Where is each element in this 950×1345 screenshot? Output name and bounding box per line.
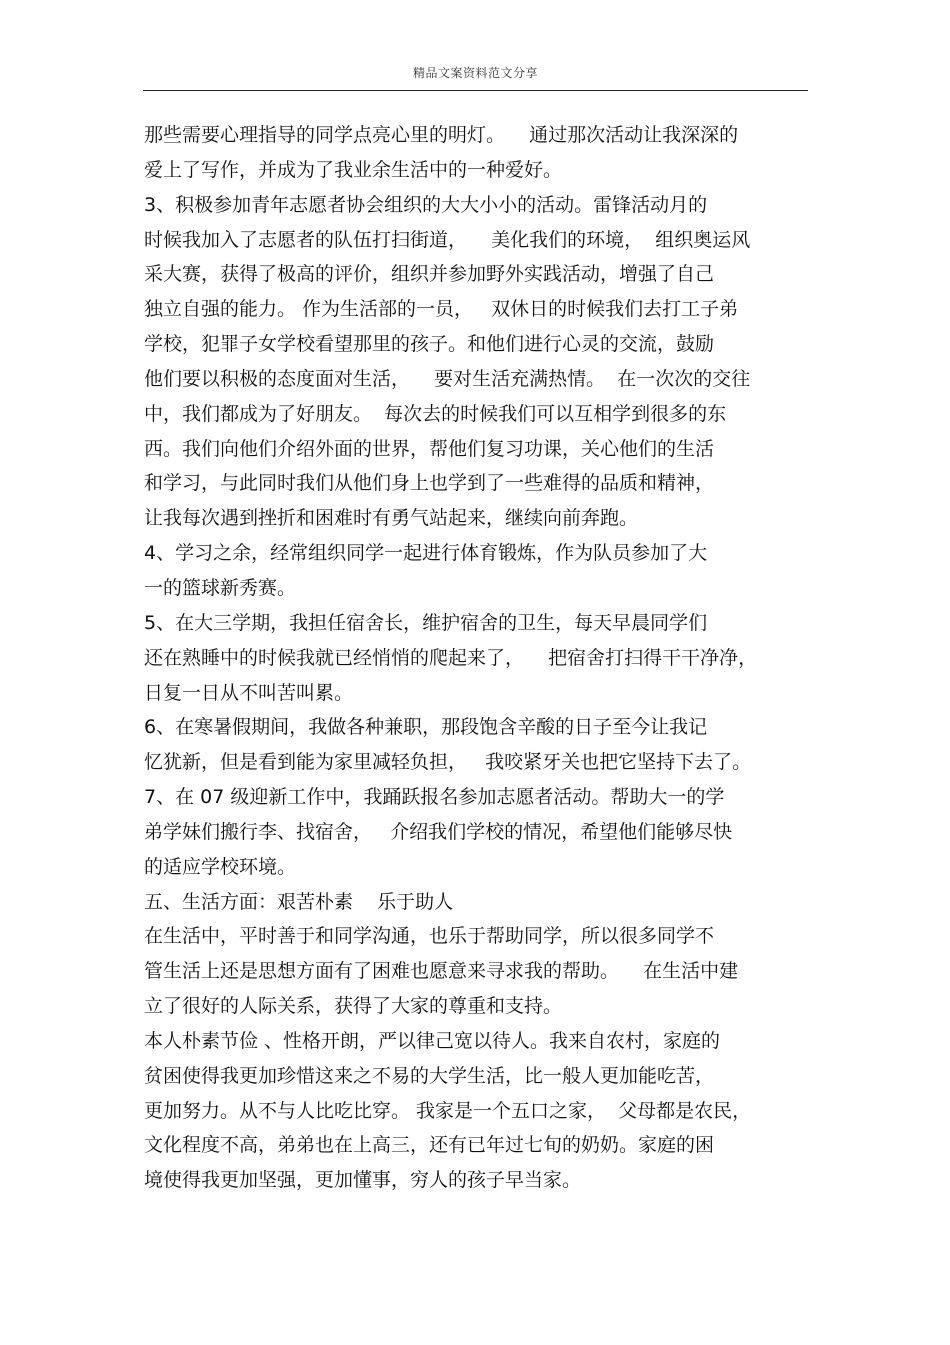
text-line: 他们要以积极的态度面对生活， 要对生活充满热情。 在一次次的交往 (144, 367, 751, 390)
text-line: 文化程度不高，弟弟也在上高三，还有已年过七旬的奶奶。家庭的困 (144, 1134, 715, 1157)
text-line: 中，我们都成为了好朋友。 每次去的时候我们可以互相学到很多的东 (144, 402, 727, 425)
text-line: 的适应学校环境。 (144, 855, 297, 878)
header-divider (143, 90, 808, 91)
text-line: 本人朴素节俭 、性格开朗，严以律己宽以待人。我来自农村，家庭的 (144, 1029, 721, 1052)
text-line: 采大赛，获得了极高的评价，组织并参加野外实践活动，增强了自己 (144, 263, 715, 286)
text-line: 5、在大三学期，我担任宿舍长，维护宿舍的卫生，每天早晨同学们 (144, 611, 708, 634)
text-line: 时候我加入了志愿者的队伍打扫街道， 美化我们的环境， 组织奥运风 (144, 228, 751, 251)
section-heading: 五、生活方面：艰苦朴素 乐于助人 (144, 890, 454, 913)
text-line: 7、在 07 级迎新工作中，我踊跃报名参加志愿者活动。帮助大一的学 (144, 786, 725, 809)
text-line: 学校，犯罪子女学校看望那里的孩子。和他们进行心灵的交流，鼓励 (144, 333, 715, 356)
text-line: 还在熟睡中的时候我就已经悄悄的爬起来了， 把宿舍打扫得干干净净， (144, 646, 758, 669)
text-line: 那些需要心理指导的同学点亮心里的明灯。 通过那次活动让我深深的 (144, 124, 739, 146)
text-line: 日复一日从不叫苦叫累。 (144, 681, 354, 704)
text-line: 让我每次遇到挫折和困难时有勇气站起来，继续向前奔跑。 (144, 507, 639, 530)
text-line: 在生活中，平时善于和同学沟通，也乐于帮助同学，所以很多同学不 (144, 925, 715, 948)
text-line: 4、学习之余，经常组织同学一起进行体育锻炼，作为队员参加了大 (144, 542, 708, 565)
text-line: 一的篮球新秀赛。 (144, 576, 297, 599)
text-line: 立了很好的人际关系，获得了大家的尊重和支持。 (144, 995, 563, 1018)
text-line: 境使得我更加坚强，更加懂事，穷人的孩子早当家。 (144, 1169, 582, 1192)
text-line: 弟学妹们搬行李、找宿舍， 介绍我们学校的情况，希望他们能够尽快 (144, 820, 733, 843)
text-line: 更加努力。从不与人比吃比穿。 我家是一个五口之家， 父母都是农民， (144, 1099, 752, 1122)
text-line: 西。我们向他们介绍外面的世界，帮他们复习功课，关心他们的生活 (144, 437, 715, 460)
text-line: 独立自强的能力。 作为生活部的一员， 双休日的时候我们去打工子弟 (144, 298, 739, 321)
text-line: 3、积极参加青年志愿者协会组织的大大小小的活动。雷锋活动月的 (144, 193, 708, 216)
text-line: 管生活上还是思想方面有了困难也愿意来寻求我的帮助。 在生活中建 (144, 960, 739, 983)
text-line: 6、在寒暑假期间，我做各种兼职，那段饱含辛酸的日子至今让我记 (144, 716, 708, 739)
text-line: 贫困使得我更加珍惜这来之不易的大学生活，比一般人更加能吃苦， (144, 1064, 715, 1087)
text-line: 爱上了写作，并成为了我业余生活中的一种爱好。 (144, 158, 563, 181)
text-line: 和学习，与此同时我们从他们身上也学到了一些难得的品质和精神， (144, 472, 715, 495)
document-body (144, 118, 810, 1198)
text-line: 忆犹新，但是看到能为家里减轻负担， 我咬紧牙关也把它坚持下去了。 (144, 751, 752, 774)
page-header-title: 精品文案资料范文分享 (412, 66, 538, 80)
